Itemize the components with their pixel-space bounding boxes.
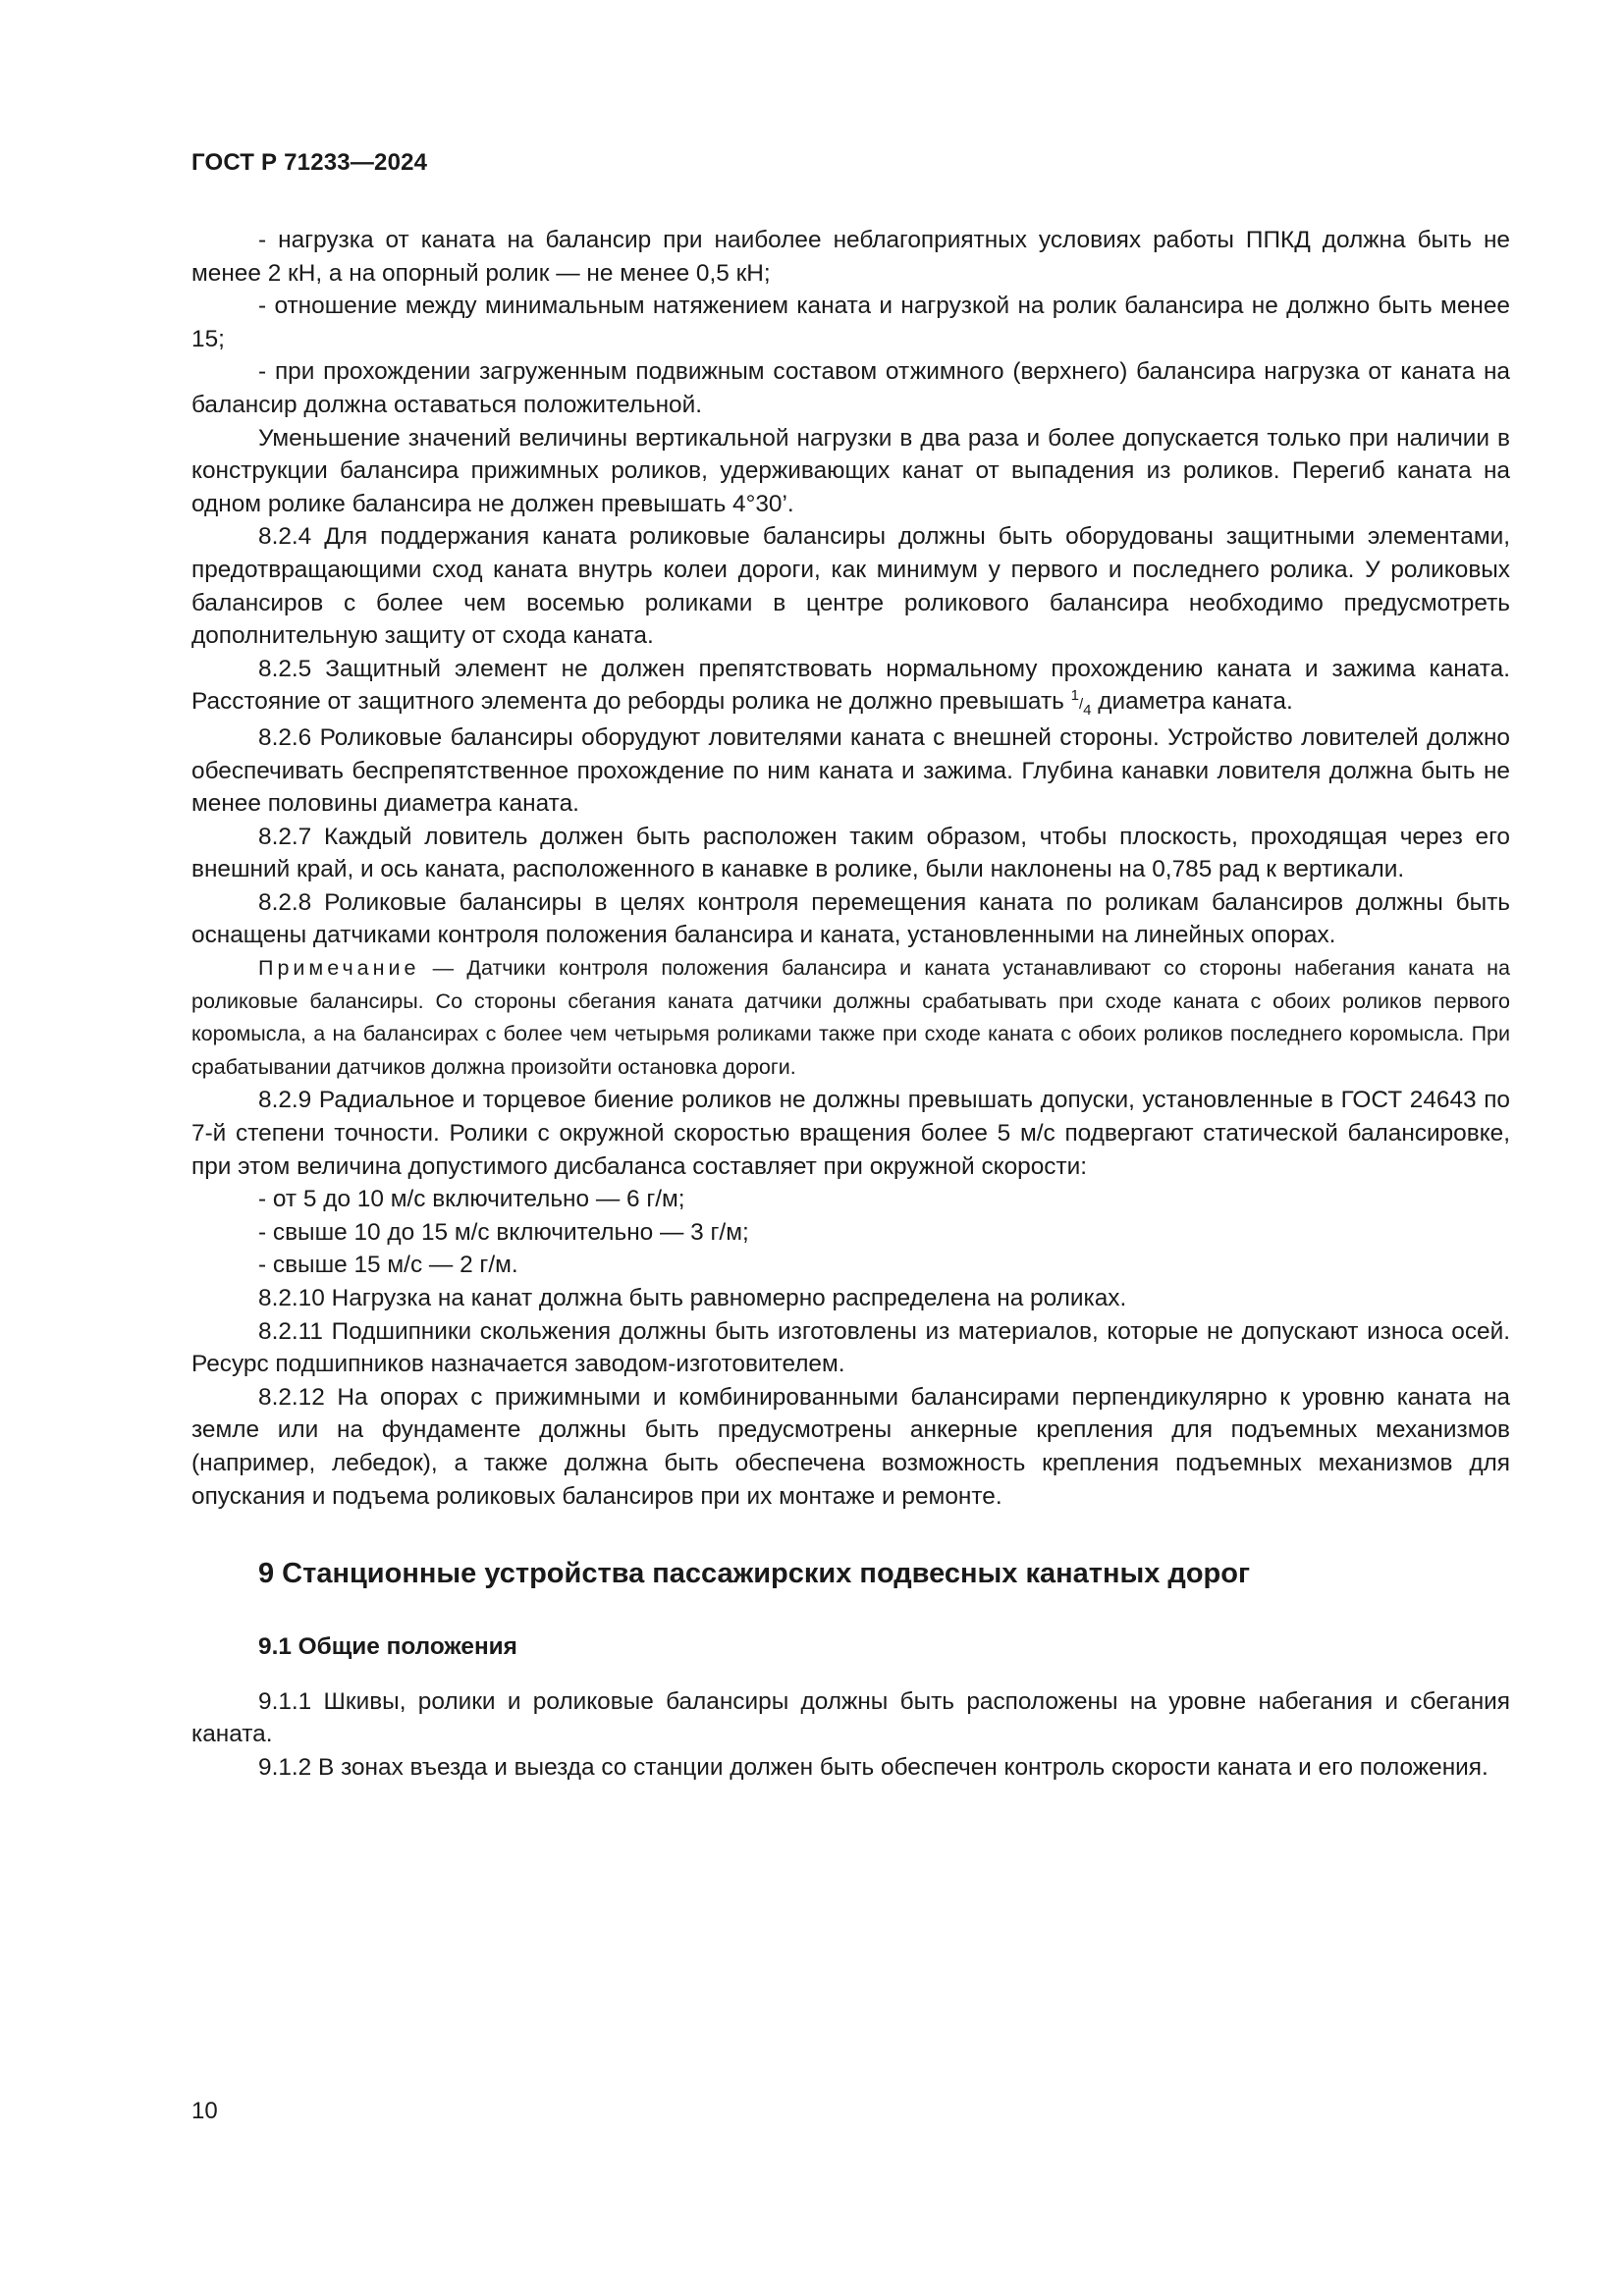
clause-8-2-5-text-after: диаметра каната.	[1091, 688, 1293, 716]
clause-8-2-9: 8.2.9 Радиальное и торцевое биение роликов не должны превышать допуски, установленные в ГОСТ 24643 по 7-й степени точности. Ролики с окружной скоростью вращения более 5 м/с подвергают статической балансировке, при этом величина допустимого дисбаланса составляет при окружной скорости:	[191, 1087, 1510, 1180]
clause-9-1-2: 9.1.2 В зонах въезда и выезда со станции должен быть обеспечен контроль скорости каната и его положения.	[258, 1753, 1489, 1781]
document-body	[191, 224, 1510, 1785]
list-item: - от 5 до 10 м/с включительно — 6 г/м;	[258, 1186, 685, 1213]
clause-8-2-6: 8.2.6 Роликовые балансиры оборудуют ловителями каната с внешней стороны. Устройство ловителей должно обеспечивать беспрепятственное прохождение по ним каната и зажима. Глубина канавки ловителя должна быть не менее половины диаметра каната.	[191, 723, 1510, 818]
section-9-heading: 9 Станционные устройства пассажирских подвесных канатных дорог	[258, 1558, 1251, 1590]
fraction-slash: /	[1078, 696, 1084, 714]
list-item: - свыше 10 до 15 м/с включительно — 3 г/м;	[258, 1218, 749, 1246]
list-item: - свыше 15 м/с — 2 г/м.	[258, 1252, 518, 1279]
note-dash: —	[419, 956, 467, 981]
fraction-numerator: 1	[1070, 687, 1079, 705]
document-code-header: ГОСТ Р 71233—2024	[191, 149, 428, 176]
paragraph: Уменьшение значений величины вертикальной нагрузки в два раза и более допускается только при наличии в конструкции балансира прижимных роликов, удерживающих канат от выпадения из роликов. Перегиб каната на одном ролике балансира не должен превышать 4°30’.	[191, 424, 1510, 517]
clause-8-2-10: 8.2.10 Нагрузка на канат должна быть равномерно распределена на роликах.	[258, 1285, 1127, 1311]
paragraph: - отношение между минимальным натяжением каната и нагрузкой на ролик балансира не должно быть менее 15;	[191, 293, 1510, 352]
clause-8-2-11: 8.2.11 Подшипники скольжения должны быть изготовлены из материалов, которые не допускают износа осей. Ресурс подшипников назначается заводом-изготовителем.	[191, 1317, 1510, 1378]
clause-8-2-12: 8.2.12 На опорах с прижимными и комбинированными балансирами перпендикулярно к уровню каната на земле или на фундаменте должны быть предусмотрены анкерные крепления для подъемных механизмов (например, лебедок), а также должна быть обеспечена возможность крепления подъемных механизмов для опускания и подъема роликовых балансиров при их монтаже и ремонте.	[191, 1383, 1510, 1510]
note-label: Примечание	[258, 956, 420, 981]
clause-8-2-5-text-before: 8.2.5 Защитный элемент не должен препятствовать нормальному прохождению каната и зажима каната. Расстояние от защитного элемента до реборды ролика не должно превышать	[191, 655, 1510, 716]
paragraph: - при прохождении загруженным подвижным составом отжимного (верхнего) балансира нагрузка от каната на балансир должна оставаться положительной.	[191, 358, 1510, 418]
page-number: 10	[191, 2098, 218, 2124]
clause-8-2-5	[191, 653, 1510, 721]
fraction-one-quarter	[1070, 687, 1092, 720]
paragraph: - нагрузка от каната на балансир при наиболее неблагоприятных условиях работы ППКД должна быть не менее 2 кН, а на опорный ролик — не менее 0,5 кН;	[191, 227, 1510, 287]
section-9-1-heading: 9.1 Общие положения	[258, 1633, 517, 1661]
note-block	[191, 952, 1510, 1084]
note-text: Датчики контроля положения балансира и каната устанавливают со стороны набегания каната на роликовые балансиры. Со стороны сбегания каната датчики должны срабатывать при сходе каната с обоих роликов первого коромысла, а на балансирах с более чем четырьмя роликами также при сходе каната с обоих роликов последнего коромысла. При срабатывании датчиков должна произойти остановка дороги.	[191, 956, 1510, 1079]
clause-9-1-1: 9.1.1 Шкивы, ролики и роликовые балансиры должны быть расположены на уровне набегания и сбегания каната.	[191, 1687, 1510, 1748]
clause-8-2-8: 8.2.8 Роликовые балансиры в целях контроля перемещения каната по роликам балансиров должны быть оснащены датчиками контроля положения балансира и каната, установленными на линейных опорах.	[191, 888, 1510, 949]
clause-8-2-7: 8.2.7 Каждый ловитель должен быть расположен таким образом, чтобы плоскость, проходящая через его внешний край, и ось каната, расположенного в канавке в ролике, были наклонены на 0,785 рад к вертикали.	[191, 823, 1510, 883]
clause-8-2-4: 8.2.4 Для поддержания каната роликовые балансиры должны быть оборудованы защитными элементами, предотвращающими сход каната внутрь колеи дороги, как минимум у первого и последнего ролика. У роликовых балансиров с более чем восемью роликами в центре роликового балансира необходимо предусмотреть дополнительную защиту от схода каната.	[191, 523, 1510, 650]
fraction-denominator: 4	[1083, 702, 1092, 720]
